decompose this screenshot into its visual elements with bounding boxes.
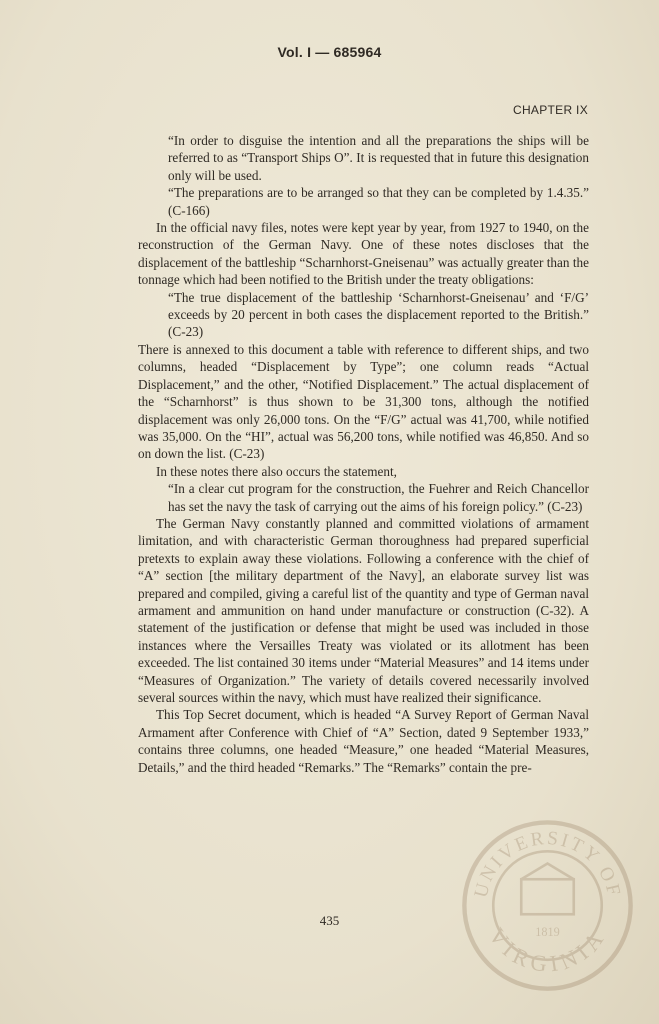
paragraph: There is annexed to this document a table with reference to different ships, and two columns, headed “Displacement by Type”; one column reads “Actual Displacement,” and the other, “Notified Displacement.” The actual displacement of the “Scharnhorst” is thus shown to be 31,300 tons, although the notified displacement was only 26,000 tons. On the “F/G” actual was 41,700, while notified was 35,000. On the “HI”, actual was 56,200 tons, while notified was 46,850. And so on down the list. (C-23): [138, 341, 589, 462]
paragraph: “In a clear cut program for the construction, the Fuehrer and Reich Chancellor has set the navy the task of carrying out the aims of his foreign policy.” (C-23): [168, 481, 589, 514]
seal-top-text: UNIVERSITY OF: [470, 827, 625, 900]
paragraph: “The preparations are to be arranged so that they can be completed by 1.4.35.” (C-166): [168, 185, 589, 218]
chapter-heading: CHAPTER IX: [512, 103, 588, 117]
seal-bottom-text: VIRGINIA: [483, 923, 612, 977]
body-text: [138, 132, 589, 776]
paragraph: “In order to disguise the intention and all the preparations the ships will be referred to as “Transport Ships O”. It is requested that in future this designation only will be used.: [168, 133, 589, 183]
seal-year: 1819: [535, 925, 560, 940]
library-seal-icon: [460, 818, 635, 993]
paragraph: This Top Secret document, which is headed “A Survey Report of German Naval Armament after Conference with Chief of “A” Section, dated 9 September 1933,” contains three columns, one headed “Measure,” one headed “Material Measures, Details,” and the third headed “Remarks.” The “Remarks” contain the pre-: [138, 707, 589, 775]
volume-header: Vol. I — 685964: [277, 44, 382, 60]
page-number: 435: [319, 913, 340, 928]
paragraph: The German Navy constantly planned and committed violations of armament limitation, and with characteristic German thoroughness had prepared superficial pretexts to explain away these violations. Following a conference with the chief of “A” section [the military department of the Navy], an elaborate survey list was prepared and compiled, giving a careful list of the quantity and type of German naval armament and ammunition on hand under manufacture or construction (C-32). A statement of the justification or defense that might be used was included in those instances where the Versailles Treaty was violated or its allotment has been exceeded. The list contained 30 items under “Material Measures” and 14 items under “Measures of Organization.” The variety of details covered necessarily involved several sources within the navy, which must have realized their significance.: [138, 515, 589, 705]
paragraph: “The true displacement of the battleship ‘Scharnhorst-Gneisenau’ and ‘F/G’ exceeds by 20 percent in both cases the displacement reported to the British.” (C-23): [168, 289, 589, 340]
paragraph: In the official navy files, notes were kept year by year, from 1927 to 1940, on the reconstruction of the German Navy. One of these notes discloses that the displacement of the battleship “Scharnhorst-Gneisenau” was actually greater than the tonnage which had been notified to the British under the treaty obligations:: [138, 220, 589, 288]
paragraph: In these notes there also occurs the statement,: [156, 463, 397, 479]
